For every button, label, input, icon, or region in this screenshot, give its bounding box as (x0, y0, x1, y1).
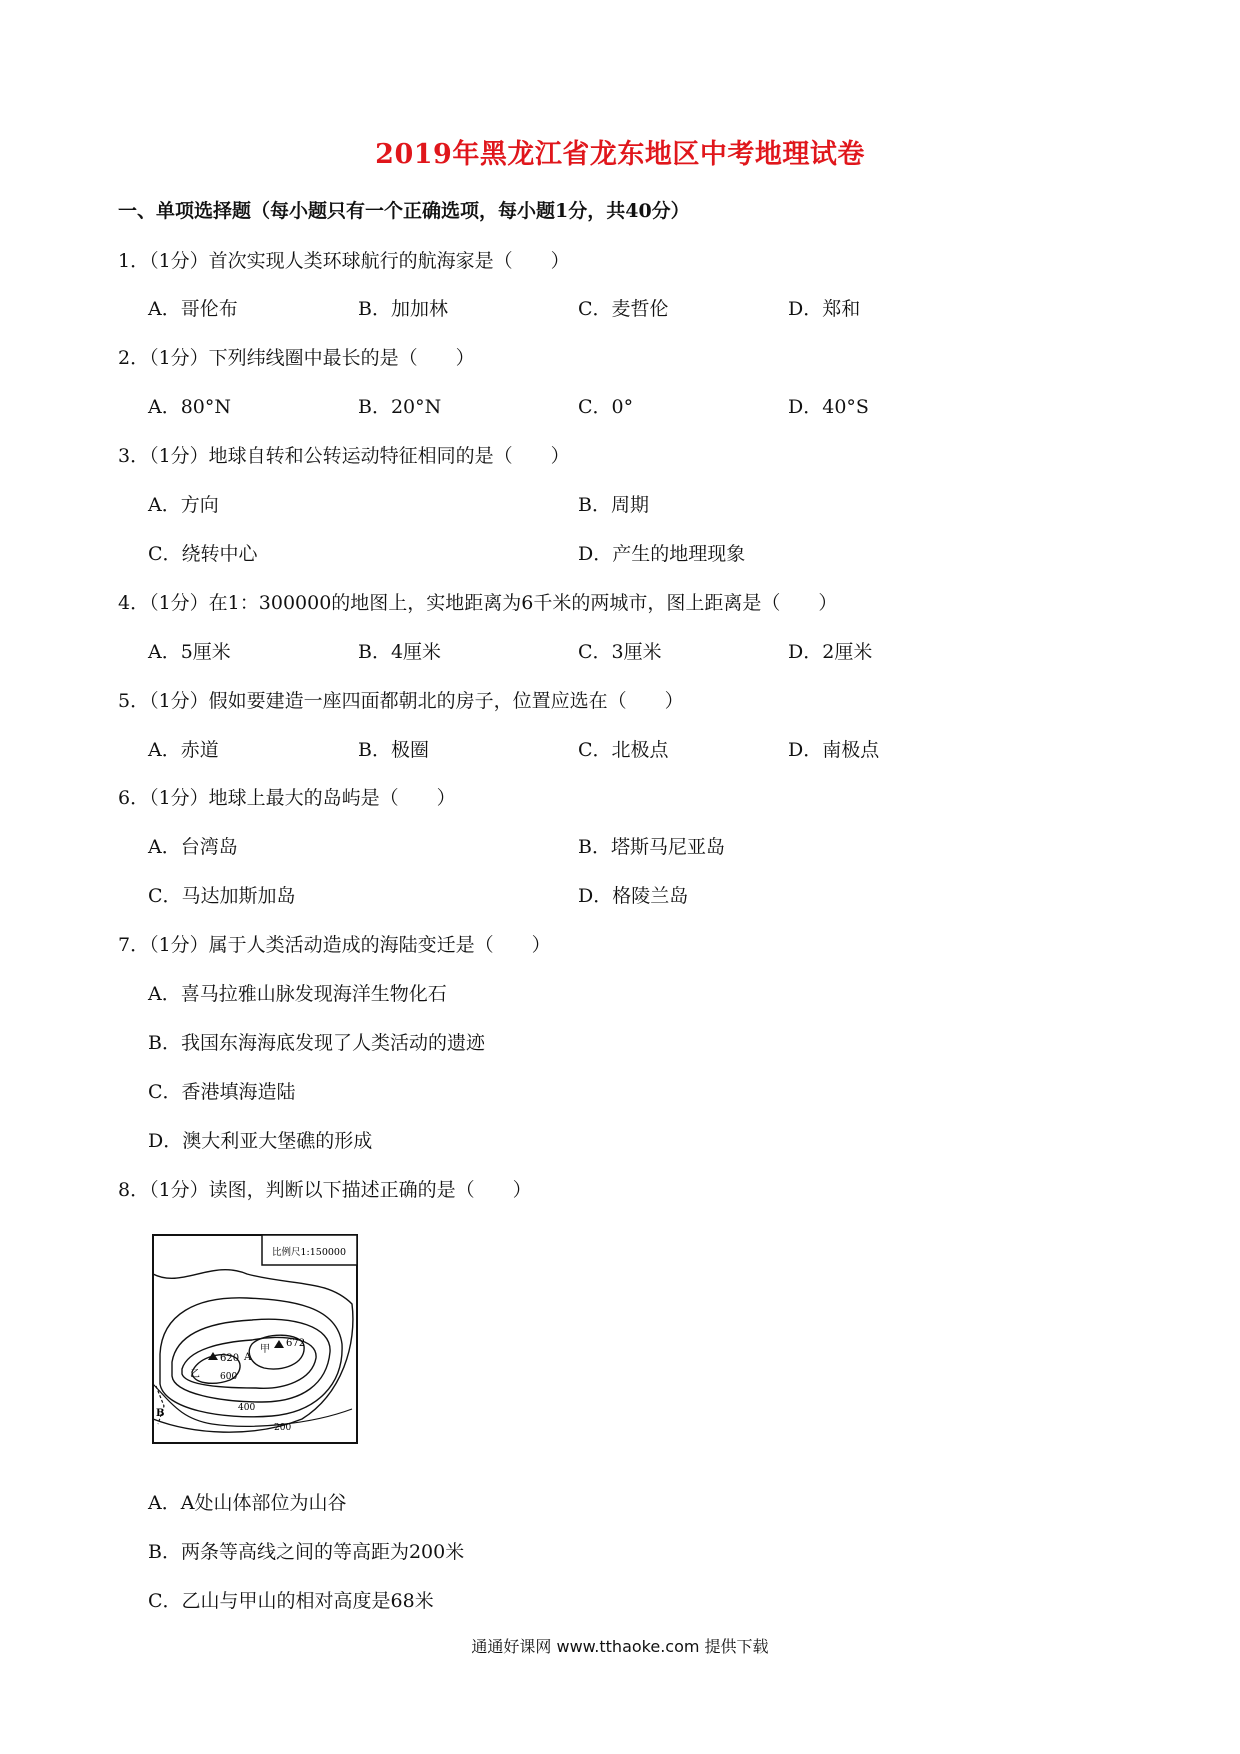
question-7-option-a: A．喜马拉雅山脉发现海洋生物化石 (148, 983, 447, 1005)
question-4-option-d: D．2厘米 (788, 641, 873, 663)
footer-source: 通通好课网 www.tthaoke.com 提供下载 (471, 1637, 769, 1656)
question-6-option-c: C．马达加斯加岛 (148, 885, 296, 907)
question-7-option-b: B．我国东海海底发现了人类活动的遗迹 (148, 1032, 485, 1054)
question-6-option-a: A．台湾岛 (148, 836, 238, 858)
question-1-option-c: C．麦哲伦 (578, 298, 669, 320)
question-6-option-b: B．塔斯马尼亚岛 (578, 836, 725, 858)
scale-label: 比例尺1:150000 (271, 1247, 347, 1258)
exam-title: 2019年黑龙江省龙东地区中考地理试卷 (375, 139, 865, 170)
question-2-option-b: B．20°N (358, 396, 442, 418)
mountain-jia-label: 甲 (260, 1344, 270, 1355)
contour-map-figure (152, 1234, 358, 1444)
question-7-option-d: D．澳大利亚大堡礁的形成 (148, 1130, 373, 1152)
question-3-option-d: D．产生的地理现象 (578, 543, 746, 565)
question-8-stem: 8．（1分）读图，判断以下描述正确的是（ ） (118, 1179, 532, 1201)
peak-west-height: 620 (220, 1353, 240, 1364)
question-2-option-c: C．0° (578, 396, 634, 418)
question-5-option-a: A．赤道 (148, 739, 219, 761)
question-1-option-a: A．哥伦布 (148, 298, 238, 320)
question-4-stem: 4．（1分）在1：300000的地图上，实地距离为6千米的两城市，图上距离是（ ） (118, 592, 838, 614)
question-1-stem: 1．（1分）首次实现人类环球航行的航海家是（ ） (118, 250, 570, 272)
point-a-label: A (244, 1352, 252, 1363)
question-8-option-b: B．两条等高线之间的等高距为200米 (148, 1541, 465, 1563)
question-3-stem: 3．（1分）地球自转和公转运动特征相同的是（ ） (118, 445, 570, 467)
question-4-option-c: C．3厘米 (578, 641, 662, 663)
question-1-option-d: D．郑和 (788, 298, 861, 320)
question-3-option-a: A．方向 (148, 494, 219, 516)
question-5-option-b: B．极圈 (358, 739, 429, 761)
question-1-option-b: B．加加林 (358, 298, 448, 320)
peak-east-height: 672 (286, 1338, 306, 1349)
question-4-option-b: B．4厘米 (358, 641, 442, 663)
question-2-option-a: A．80°N (148, 396, 232, 418)
point-b-label: B (156, 1408, 165, 1419)
section-heading: 一、单项选择题（每小题只有一个正确选项，每小题1分，共40分） (118, 200, 690, 222)
question-2-option-d: D．40°S (788, 396, 869, 418)
question-5-option-d: D．南极点 (788, 739, 880, 761)
contour-200-label: 200 (274, 1423, 292, 1433)
question-6-option-d: D．格陵兰岛 (578, 885, 689, 907)
question-8-option-c: C．乙山与甲山的相对高度是68米 (148, 1590, 434, 1612)
question-7-stem: 7．（1分）属于人类活动造成的海陆变迁是（ ） (118, 934, 551, 956)
contour-600-label: 600 (220, 1372, 238, 1382)
question-5-option-c: C．北极点 (578, 739, 669, 761)
question-3-option-c: C．绕转中心 (148, 543, 258, 565)
question-6-stem: 6．（1分）地球上最大的岛屿是（ ） (118, 787, 456, 809)
question-5-stem: 5．（1分）假如要建造一座四面都朝北的房子，位置应选在（ ） (118, 690, 684, 712)
mountain-yi-label: 乙 (190, 1369, 200, 1380)
question-2-stem: 2．（1分）下列纬线圈中最长的是（ ） (118, 347, 475, 369)
question-7-option-c: C．香港填海造陆 (148, 1081, 296, 1103)
contour-400-label: 400 (238, 1403, 256, 1413)
question-3-option-b: B．周期 (578, 494, 649, 516)
question-8-option-a: A．A处山体部位为山谷 (148, 1492, 347, 1514)
question-4-option-a: A．5厘米 (148, 641, 231, 663)
